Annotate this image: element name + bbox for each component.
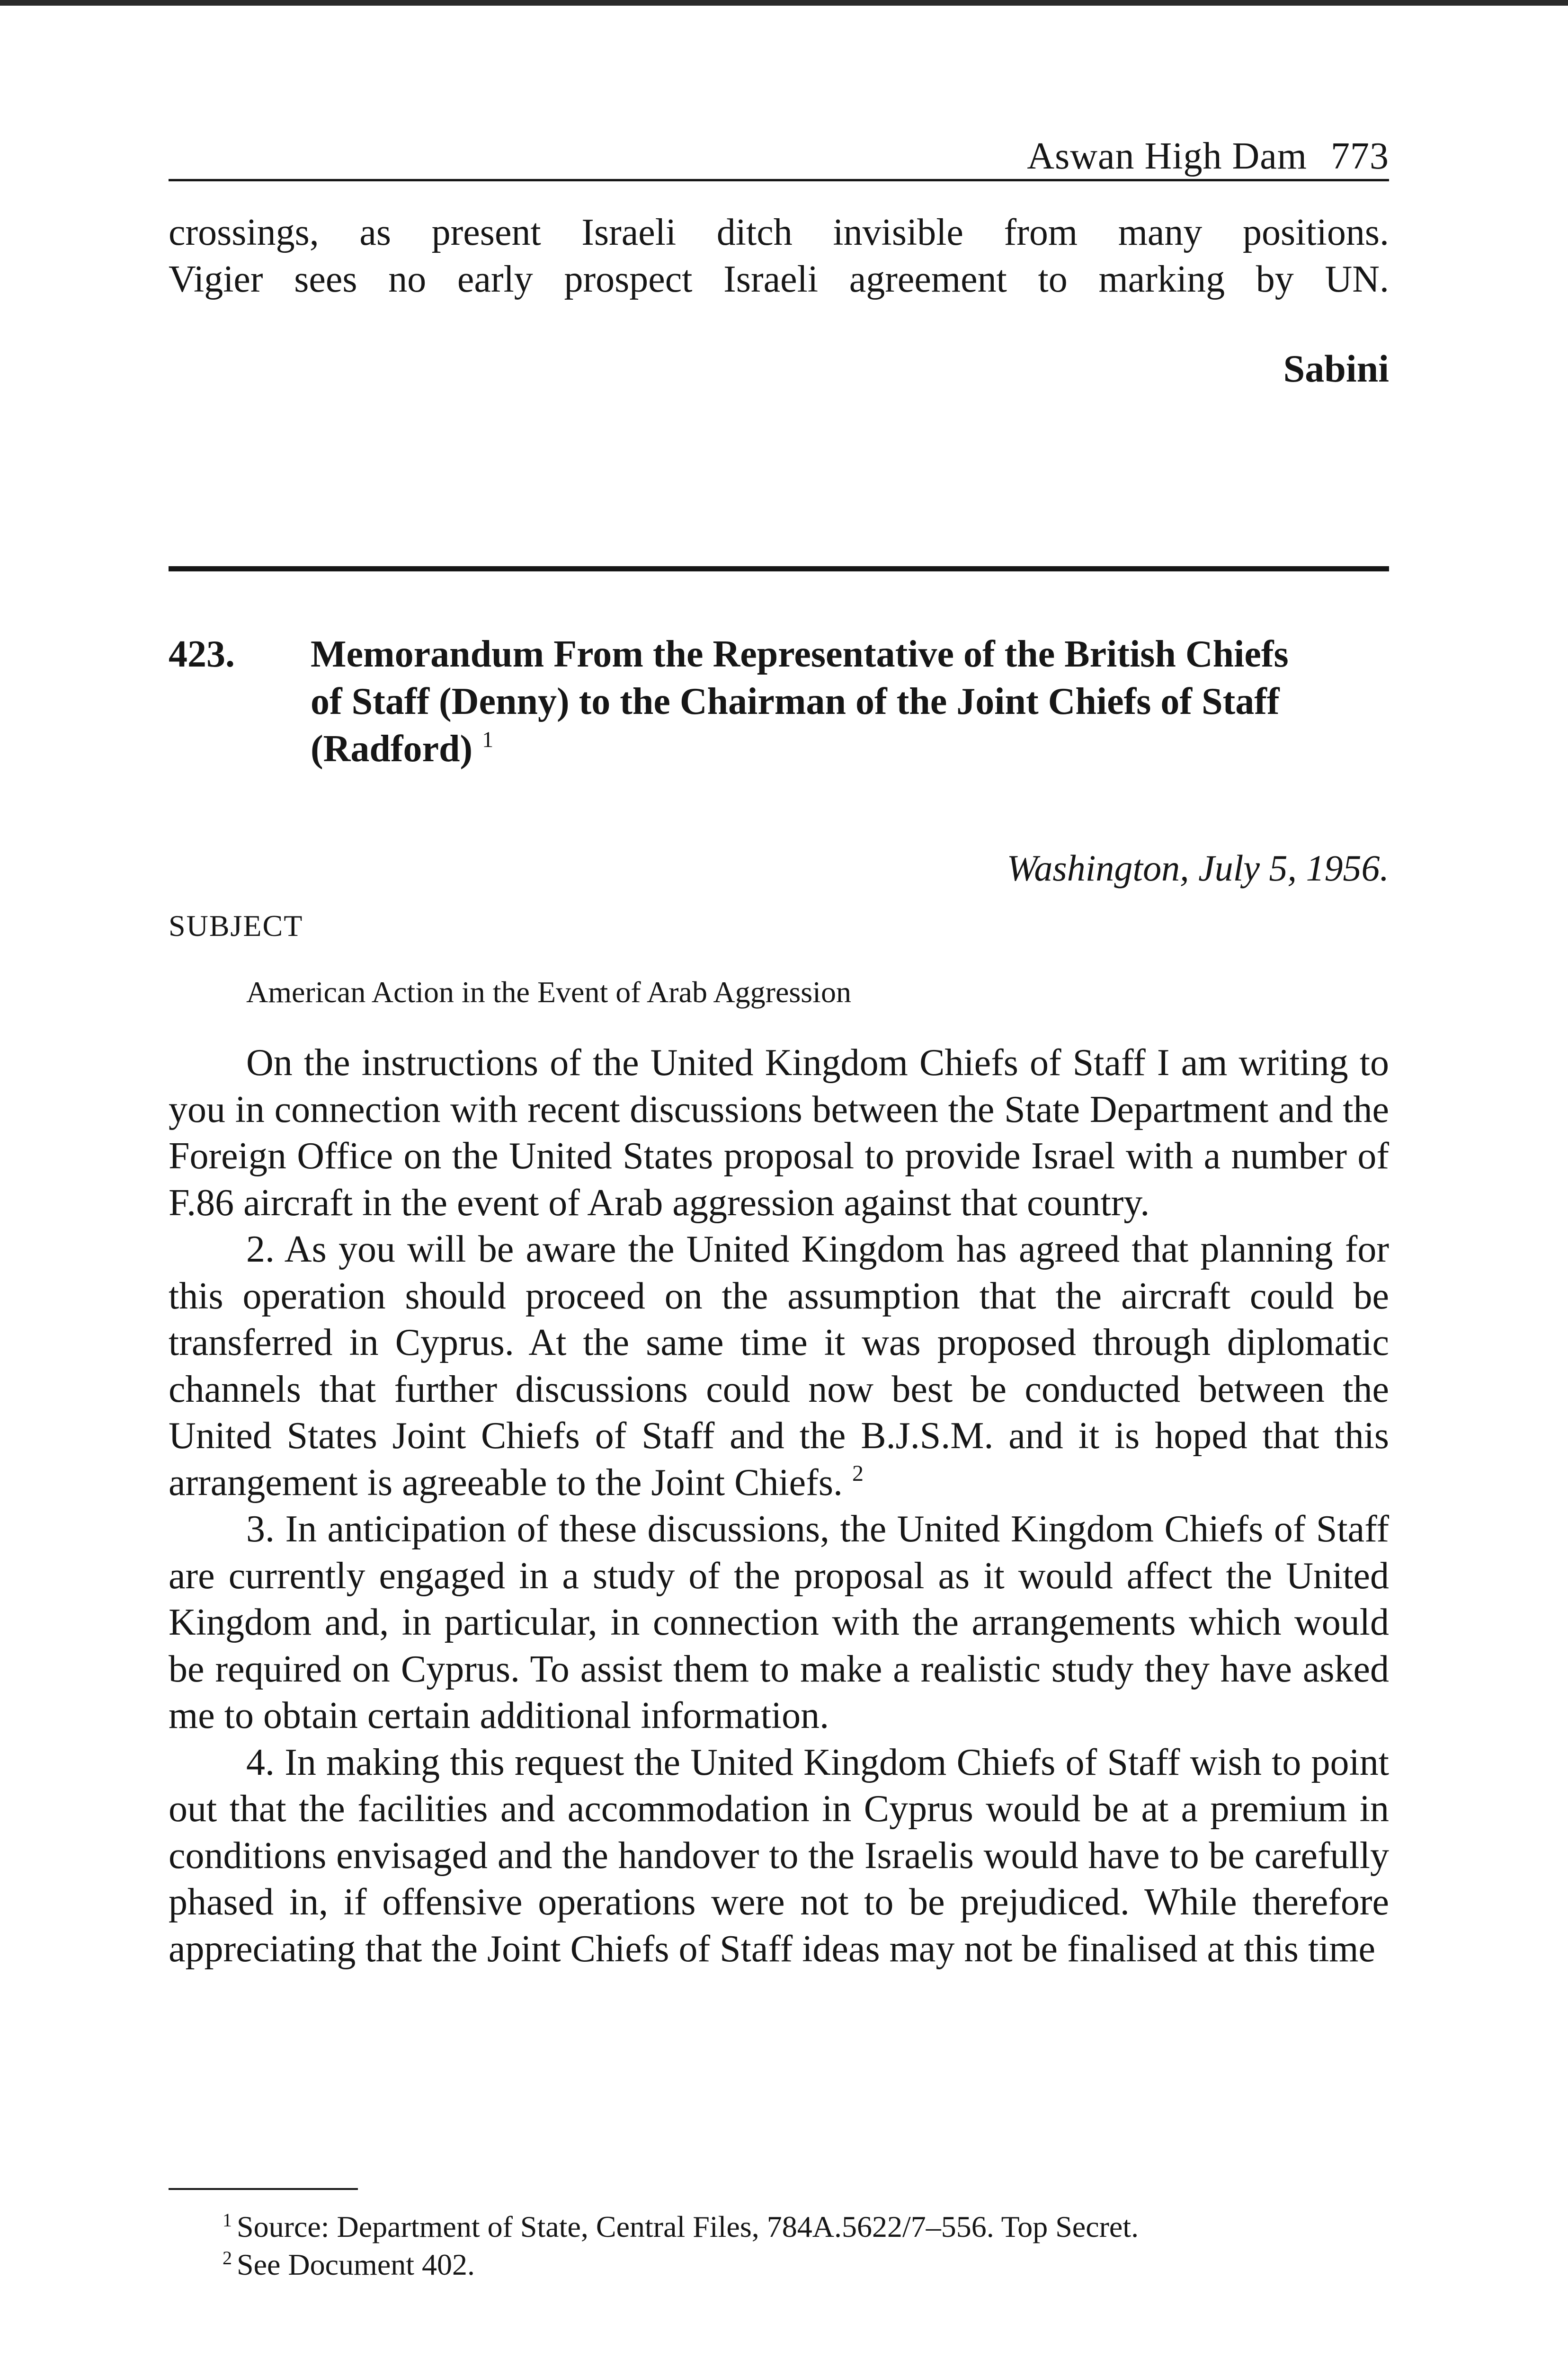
paragraph-2-text: 2. As you will be aware the United Kingdom has agreed that planning for this operation should proceed on the assumption that the aircraft could be transferred in Cyprus. At the same time it was proposed through diplomatic channels that further discussions could now best be conducted between the United States Joint Chiefs of Staff and the B.J.S.M. and it is hoped that this arrangement is agreeable to the Joint Chiefs. [169,1228,1389,1504]
running-head-title: Aswan High Dam [1027,135,1307,177]
running-head [169,133,1389,179]
document-number: 423. [169,633,235,675]
footnote-marker-2: 2 [223,2247,232,2269]
footnote-marker-1: 1 [223,2209,232,2231]
scan-top-border [0,0,1568,6]
memorandum-body [169,1040,1389,1972]
page-number: 773 [1331,135,1389,177]
running-head-rule [169,179,1389,181]
footnote-text-1: Source: Department of State, Central Files, 784A.5622/7–556. Top Secret. [237,2210,1139,2243]
footnote-ref-2: 2 [852,1460,864,1486]
dateline: Washington, July 5, 1956. [1007,847,1389,889]
document-title [311,631,1328,773]
carryover-line-1: crossings, as present Israeli ditch invisible from many positions. [169,212,1389,253]
section-divider [169,566,1389,571]
document-title-text: Memorandum From the Representative of the British Chiefs of Staff (Denny) to the Chairman of the Joint Chiefs of Staff (Radford) [311,633,1289,770]
paragraph-1: On the instructions of the United Kingdom Chiefs of Staff I am writing to you in connection with recent discussions between the State Department and the Foreign Office on the United States proposal to provide Israel with a number of F.86 aircraft in the event of Arab aggression against that country. [169,1042,1389,1224]
footnote-rule [169,2188,358,2190]
signature: Sabini [1283,347,1389,390]
footnote-ref-1: 1 [482,727,494,752]
footnote-1 [223,2208,1387,2246]
footnote-2 [223,2246,1387,2284]
footnote-text-2: See Document 402. [237,2248,475,2281]
carryover-line-2: Vigier sees no early prospect Israeli agreement to marking by UN. [169,258,1389,300]
paragraph-3: 3. In anticipation of these discussions, the United Kingdom Chiefs of Staff are currently engaged in a study of the proposal as it would affect the United Kingdom and, in particular, in connection with the arrangements which would be required on Cyprus. To assist them to make a realistic study they have asked me to obtain certain additional information. [169,1508,1389,1736]
paragraph-4: 4. In making this request the United Kingdom Chiefs of Staff wish to point out that the facilities and accommodation in Cyprus would be at a premium in conditions envisaged and the handover to the Israelis would have to be carefully phased in, if offensive operations were not to be prejudiced. While therefore appreciating that the Joint Chiefs of Staff ideas may not be finalised at this time [169,1741,1389,1970]
subject-label: SUBJECT [169,909,303,943]
footnotes [223,2208,1387,2284]
subject-text: American Action in the Event of Arab Aggression [246,975,851,1009]
carryover-text [169,209,1389,303]
paragraph-2 [169,1226,1389,1506]
